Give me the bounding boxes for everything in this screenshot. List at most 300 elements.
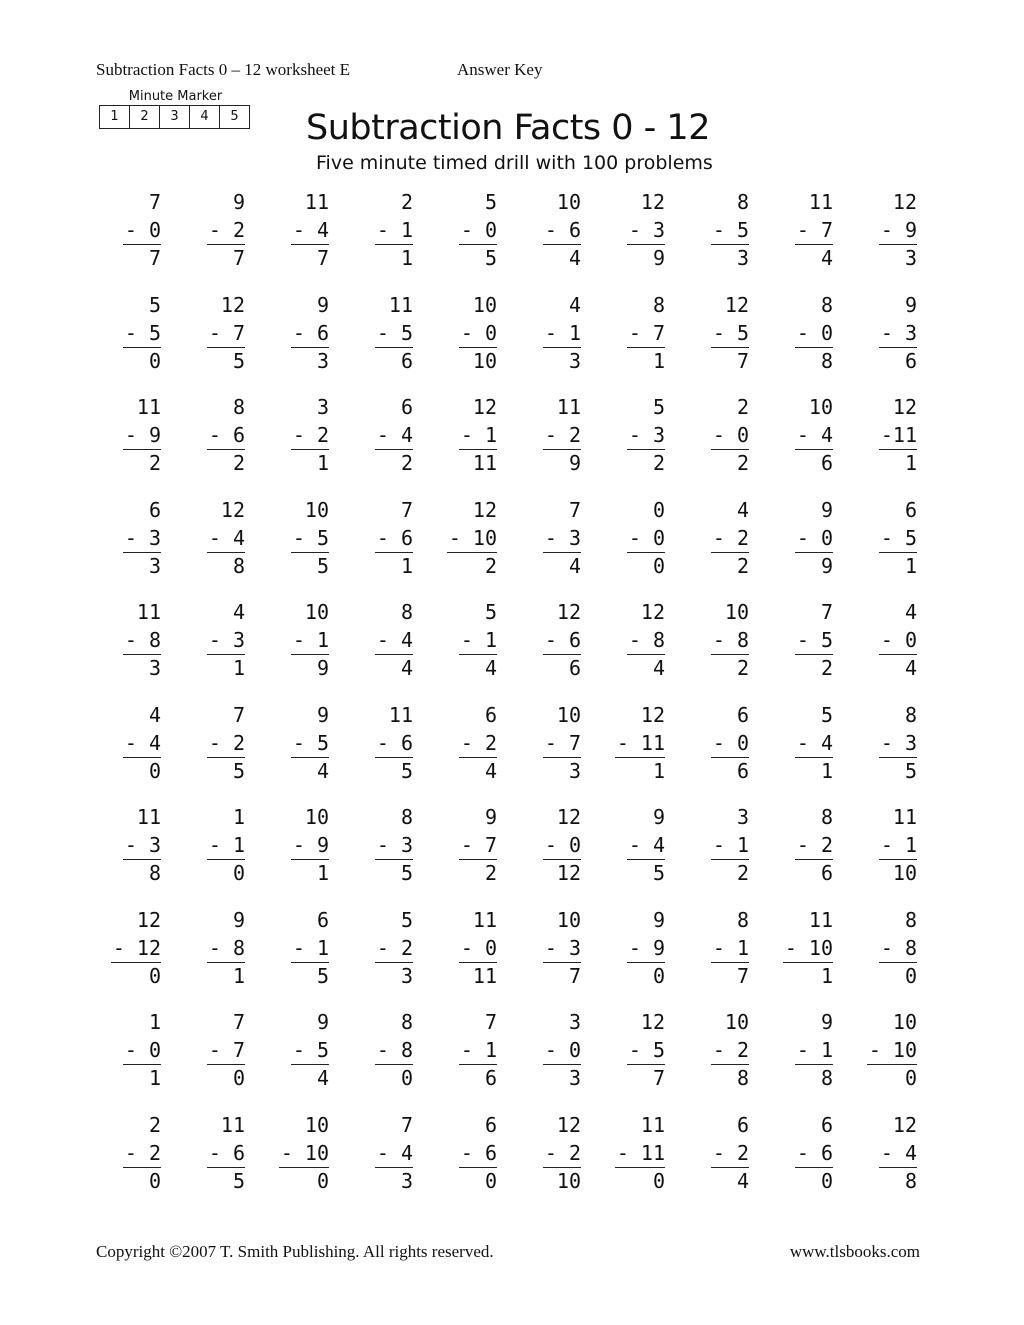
minuend: 11 — [136, 805, 161, 829]
subtrahend: - 3 — [543, 524, 581, 553]
subtrahend: - 8 — [879, 934, 917, 963]
subtrahend: - 8 — [207, 934, 245, 963]
minuend: 7 — [148, 190, 161, 214]
subtrahend: - 5 — [711, 216, 749, 245]
answer: 5 — [316, 963, 329, 988]
subtrahend: - 6 — [291, 319, 329, 348]
minuend: 9 — [652, 805, 665, 829]
subtrahend: - 6 — [543, 626, 581, 655]
answer: 6 — [736, 758, 749, 783]
answer: 3 — [568, 758, 581, 783]
subtrahend: - 9 — [123, 421, 161, 450]
answer: 1 — [400, 553, 413, 578]
minuend: 12 — [556, 1112, 581, 1137]
worksheet-label: Subtraction Facts 0 – 12 worksheet E — [96, 60, 351, 79]
minuend: 9 — [820, 497, 833, 522]
minuend: 12 — [220, 292, 245, 317]
minute-marker-boxes — [99, 105, 250, 129]
answer: 2 — [484, 861, 497, 885]
subtrahend: - 7 — [207, 319, 245, 348]
answer: 4 — [652, 656, 665, 680]
subtrahend: - 6 — [375, 524, 413, 553]
subtrahend: - 5 — [291, 729, 329, 758]
subtrahend: - 4 — [291, 216, 329, 245]
answer: 2 — [820, 656, 833, 680]
subtraction-problem — [852, 494, 936, 597]
answer: 8 — [904, 1168, 917, 1193]
minuend: 12 — [220, 497, 245, 522]
minuend: 7 — [232, 702, 245, 727]
minuend: 8 — [736, 190, 749, 214]
minuend: 8 — [400, 805, 413, 829]
subtraction-problem — [432, 186, 516, 289]
subtraction-problem — [516, 391, 600, 494]
answer: 5 — [904, 758, 917, 783]
subtrahend: - 5 — [291, 1036, 329, 1065]
subtraction-problem — [348, 904, 432, 1007]
subtrahend: - 3 — [375, 831, 413, 860]
answer: 1 — [232, 963, 245, 988]
subtraction-problem — [348, 494, 432, 597]
answer: 2 — [652, 451, 665, 475]
subtraction-problem — [852, 801, 936, 904]
subtrahend: - 6 — [543, 216, 581, 245]
page-subtitle: Five minute timed drill with 100 problems — [316, 152, 713, 174]
subtrahend: - 2 — [711, 1139, 749, 1168]
subtraction-problem — [852, 699, 936, 802]
minuend: 11 — [136, 395, 161, 419]
subtraction-problem — [432, 494, 516, 597]
answer: 2 — [736, 656, 749, 680]
subtraction-problem — [264, 289, 348, 392]
subtrahend: - 2 — [291, 421, 329, 450]
answer: 4 — [904, 656, 917, 680]
subtraction-problem — [684, 1006, 768, 1109]
answer-key-label: Answer Key — [457, 60, 543, 79]
minuend: 6 — [904, 497, 917, 522]
subtrahend: - 1 — [375, 216, 413, 245]
minuend: 10 — [556, 702, 581, 727]
problem-row — [96, 391, 936, 494]
answer: 5 — [232, 348, 245, 373]
subtraction-problem — [768, 1006, 852, 1109]
subtrahend: - 7 — [795, 216, 833, 245]
subtrahend: - 2 — [207, 216, 245, 245]
minuend: 12 — [556, 600, 581, 624]
minuend: 8 — [904, 907, 917, 932]
minuend: 2 — [736, 395, 749, 419]
subtraction-problem — [264, 1006, 348, 1109]
answer: 2 — [484, 553, 497, 578]
answer: 4 — [316, 758, 329, 783]
subtrahend: - 4 — [375, 1139, 413, 1168]
subtraction-problem — [180, 801, 264, 904]
subtrahend: - 0 — [543, 831, 581, 860]
subtraction-problem — [516, 1109, 600, 1212]
subtrahend: - 9 — [627, 934, 665, 963]
subtraction-problem — [852, 289, 936, 392]
subtraction-problem — [96, 494, 180, 597]
minuend: 7 — [232, 1010, 245, 1034]
subtraction-problem — [264, 391, 348, 494]
minuend: 7 — [400, 1112, 413, 1137]
answer: 10 — [472, 348, 497, 373]
answer: 3 — [568, 348, 581, 373]
answer: 1 — [232, 656, 245, 680]
subtraction-problem — [96, 699, 180, 802]
subtraction-problem — [684, 186, 768, 289]
answer: 2 — [736, 451, 749, 475]
minuend: 3 — [736, 805, 749, 829]
subtraction-problem — [516, 904, 600, 1007]
subtraction-problem — [852, 1006, 936, 1109]
minuend: 9 — [316, 1010, 329, 1034]
answer: 7 — [736, 963, 749, 988]
minuend: 12 — [892, 190, 917, 214]
subtraction-problem — [516, 289, 600, 392]
subtrahend: - 4 — [627, 831, 665, 860]
subtrahend: - 2 — [375, 934, 413, 963]
answer: 8 — [736, 1066, 749, 1090]
subtrahend: - 0 — [795, 319, 833, 348]
subtraction-problem — [516, 186, 600, 289]
subtraction-problem — [432, 699, 516, 802]
subtrahend: - 2 — [711, 1036, 749, 1065]
subtraction-problem — [96, 596, 180, 699]
minuend: 4 — [568, 292, 581, 317]
answer: 10 — [892, 861, 917, 885]
subtrahend: - 1 — [459, 421, 497, 450]
subtraction-problem — [852, 186, 936, 289]
minuend: 8 — [820, 292, 833, 317]
problem-row — [96, 289, 936, 392]
subtrahend: - 7 — [627, 319, 665, 348]
subtrahend: - 5 — [627, 1036, 665, 1065]
subtrahend: - 6 — [207, 1139, 245, 1168]
subtraction-problem — [264, 904, 348, 1007]
answer: 2 — [400, 451, 413, 475]
minuend: 10 — [304, 600, 329, 624]
subtrahend: - 3 — [879, 729, 917, 758]
subtrahend: - 4 — [207, 524, 245, 553]
subtrahend: - 3 — [123, 524, 161, 553]
minuend: 5 — [484, 600, 497, 624]
subtraction-problem — [768, 186, 852, 289]
problem-grid — [96, 186, 936, 1211]
answer: 6 — [904, 348, 917, 373]
subtraction-problem — [768, 596, 852, 699]
minuend: 7 — [568, 497, 581, 522]
subtrahend: -11 — [879, 421, 917, 450]
subtrahend: - 2 — [543, 1139, 581, 1168]
answer: 8 — [820, 1066, 833, 1090]
subtraction-problem — [96, 904, 180, 1007]
answer: 7 — [316, 246, 329, 270]
subtrahend: - 0 — [543, 1036, 581, 1065]
subtrahend: - 0 — [459, 934, 497, 963]
answer: 4 — [484, 758, 497, 783]
minuend: 11 — [136, 600, 161, 624]
answer: 0 — [652, 963, 665, 988]
subtraction-problem — [96, 801, 180, 904]
subtraction-problem — [684, 494, 768, 597]
minute-box: 5 — [230, 109, 239, 124]
subtraction-problem — [180, 904, 264, 1007]
subtrahend: - 4 — [795, 421, 833, 450]
subtrahend: - 5 — [123, 319, 161, 348]
problem-row — [96, 494, 936, 597]
minuend: 6 — [148, 497, 161, 522]
subtrahend: - 7 — [543, 729, 581, 758]
subtrahend: - 1 — [795, 1036, 833, 1065]
subtraction-problem — [600, 801, 684, 904]
answer: 0 — [652, 1168, 665, 1193]
answer: 5 — [652, 861, 665, 885]
answer: 1 — [400, 246, 413, 270]
subtraction-problem — [264, 596, 348, 699]
answer: 1 — [820, 758, 833, 783]
answer: 4 — [568, 553, 581, 578]
subtraction-problem — [96, 1109, 180, 1212]
subtrahend: - 6 — [795, 1139, 833, 1168]
subtrahend: - 2 — [123, 1139, 161, 1168]
answer: 5 — [400, 758, 413, 783]
subtrahend: - 3 — [207, 626, 245, 655]
subtrahend: - 5 — [375, 319, 413, 348]
minuend: 12 — [724, 292, 749, 317]
minuend: 8 — [400, 600, 413, 624]
subtrahend: - 11 — [615, 1139, 665, 1168]
subtraction-problem — [180, 1109, 264, 1212]
minuend: 7 — [400, 497, 413, 522]
subtraction-problem — [768, 494, 852, 597]
minuend: 10 — [556, 190, 581, 214]
subtraction-problem — [600, 391, 684, 494]
answer: 3 — [400, 963, 413, 988]
subtraction-problem — [600, 289, 684, 392]
minuend: 9 — [652, 907, 665, 932]
answer: 7 — [736, 348, 749, 373]
problem-row — [96, 801, 936, 904]
minuend: 10 — [304, 805, 329, 829]
subtrahend: - 4 — [375, 421, 413, 450]
subtraction-problem — [600, 186, 684, 289]
minuend: 12 — [640, 190, 665, 214]
minuend: 7 — [820, 600, 833, 624]
subtraction-problem — [852, 904, 936, 1007]
subtrahend: - 10 — [447, 524, 497, 553]
minuend: 12 — [640, 702, 665, 727]
minuend: 10 — [892, 1010, 917, 1034]
answer: 6 — [484, 1066, 497, 1090]
answer: 0 — [232, 1066, 245, 1090]
subtrahend: - 1 — [711, 831, 749, 860]
minuend: 5 — [484, 190, 497, 214]
answer: 1 — [652, 758, 665, 783]
answer: 1 — [652, 348, 665, 373]
subtraction-problem — [264, 801, 348, 904]
subtraction-problem — [516, 494, 600, 597]
minuend: 6 — [484, 1112, 497, 1137]
subtrahend: - 0 — [123, 216, 161, 245]
answer: 9 — [568, 451, 581, 475]
answer: 1 — [904, 553, 917, 578]
subtraction-problem — [348, 699, 432, 802]
minuend: 12 — [640, 1010, 665, 1034]
answer: 2 — [736, 553, 749, 578]
answer: 8 — [148, 861, 161, 885]
subtraction-problem — [600, 699, 684, 802]
subtraction-problem — [432, 289, 516, 392]
subtrahend: - 3 — [879, 319, 917, 348]
subtraction-problem — [348, 1109, 432, 1212]
subtraction-problem — [96, 289, 180, 392]
answer: 5 — [316, 553, 329, 578]
subtrahend: - 1 — [291, 626, 329, 655]
subtrahend: - 2 — [459, 729, 497, 758]
subtraction-problem — [348, 1006, 432, 1109]
subtraction-problem — [348, 801, 432, 904]
subtraction-problem — [768, 1109, 852, 1212]
minuend: 1 — [232, 805, 245, 829]
answer: 4 — [736, 1168, 749, 1193]
answer: 9 — [316, 656, 329, 680]
subtrahend: - 0 — [795, 524, 833, 553]
subtraction-problem — [852, 1109, 936, 1212]
subtraction-problem — [516, 699, 600, 802]
subtraction-problem — [180, 289, 264, 392]
subtraction-problem — [180, 699, 264, 802]
subtraction-problem — [264, 494, 348, 597]
subtrahend: - 9 — [291, 831, 329, 860]
answer: 3 — [148, 656, 161, 680]
subtraction-problem — [264, 1109, 348, 1212]
answer: 6 — [820, 451, 833, 475]
subtrahend: - 4 — [375, 626, 413, 655]
minuend: 12 — [640, 600, 665, 624]
answer: 7 — [232, 246, 245, 270]
page-title: Subtraction Facts 0 - 12 — [306, 108, 710, 148]
subtraction-problem — [264, 186, 348, 289]
minuend: 8 — [400, 1010, 413, 1034]
answer: 0 — [400, 1066, 413, 1090]
subtraction-problem — [432, 801, 516, 904]
answer: 10 — [556, 1168, 581, 1193]
copyright-text: Copyright ©2007 T. Smith Publishing. All rights reserved. — [96, 1242, 494, 1261]
answer: 0 — [820, 1168, 833, 1193]
answer: 4 — [820, 246, 833, 270]
minuend: 10 — [808, 395, 833, 419]
answer: 4 — [316, 1066, 329, 1090]
answer: 0 — [232, 861, 245, 885]
subtraction-problem — [180, 596, 264, 699]
minuend: 9 — [316, 702, 329, 727]
answer: 1 — [820, 963, 833, 988]
minuend: 11 — [556, 395, 581, 419]
subtraction-problem — [600, 1006, 684, 1109]
subtrahend: - 6 — [459, 1139, 497, 1168]
minuend: 5 — [652, 395, 665, 419]
minuend: 8 — [652, 292, 665, 317]
subtrahend: - 10 — [279, 1139, 329, 1168]
subtraction-problem — [684, 391, 768, 494]
minuend: 6 — [820, 1112, 833, 1137]
subtrahend: - 6 — [207, 421, 245, 450]
answer: 3 — [316, 348, 329, 373]
subtraction-problem — [600, 904, 684, 1007]
minuend: 11 — [304, 190, 329, 214]
answer: 6 — [820, 861, 833, 885]
subtrahend: - 0 — [711, 421, 749, 450]
minuend: 4 — [232, 600, 245, 624]
minuend: 12 — [556, 805, 581, 829]
subtraction-problem — [348, 596, 432, 699]
answer: 2 — [736, 861, 749, 885]
minuend: 10 — [304, 1112, 329, 1137]
answer: 8 — [232, 553, 245, 578]
minuend: 11 — [808, 190, 833, 214]
subtraction-problem — [516, 1006, 600, 1109]
answer: 2 — [232, 451, 245, 475]
answer: 5 — [484, 246, 497, 270]
answer: 11 — [472, 451, 497, 475]
subtrahend: - 12 — [111, 934, 161, 963]
minuend: 11 — [388, 702, 413, 727]
subtrahend: - 8 — [627, 626, 665, 655]
minuend: 11 — [220, 1112, 245, 1137]
subtraction-problem — [432, 1006, 516, 1109]
minuend: 3 — [316, 395, 329, 419]
subtrahend: - 2 — [711, 524, 749, 553]
answer: 0 — [904, 1066, 917, 1090]
subtraction-problem — [180, 494, 264, 597]
minuend: 12 — [472, 395, 497, 419]
subtraction-problem — [348, 289, 432, 392]
subtrahend: - 1 — [459, 1036, 497, 1065]
minuend: 8 — [232, 395, 245, 419]
minuend: 6 — [484, 702, 497, 727]
answer: 0 — [148, 348, 161, 373]
minuend: 12 — [892, 1112, 917, 1137]
subtraction-problem — [768, 391, 852, 494]
subtrahend: - 1 — [459, 626, 497, 655]
answer: 0 — [148, 758, 161, 783]
minute-box: 3 — [160, 106, 190, 128]
minuend: 2 — [400, 190, 413, 214]
answer: 3 — [148, 553, 161, 578]
answer: 5 — [232, 1168, 245, 1193]
subtrahend: - 0 — [711, 729, 749, 758]
minuend: 5 — [148, 292, 161, 317]
answer: 11 — [472, 963, 497, 988]
minuend: 11 — [892, 805, 917, 829]
answer: 9 — [820, 553, 833, 578]
subtraction-problem — [768, 699, 852, 802]
minuend: 9 — [904, 292, 917, 317]
minuend: 8 — [820, 805, 833, 829]
answer: 9 — [652, 246, 665, 270]
subtrahend: - 6 — [375, 729, 413, 758]
subtraction-problem — [600, 596, 684, 699]
subtraction-problem — [768, 289, 852, 392]
answer: 1 — [904, 451, 917, 475]
answer: 2 — [148, 451, 161, 475]
subtraction-problem — [432, 391, 516, 494]
subtraction-problem — [180, 391, 264, 494]
subtraction-problem — [852, 391, 936, 494]
subtrahend: - 9 — [879, 216, 917, 245]
subtrahend: - 10 — [783, 934, 833, 963]
